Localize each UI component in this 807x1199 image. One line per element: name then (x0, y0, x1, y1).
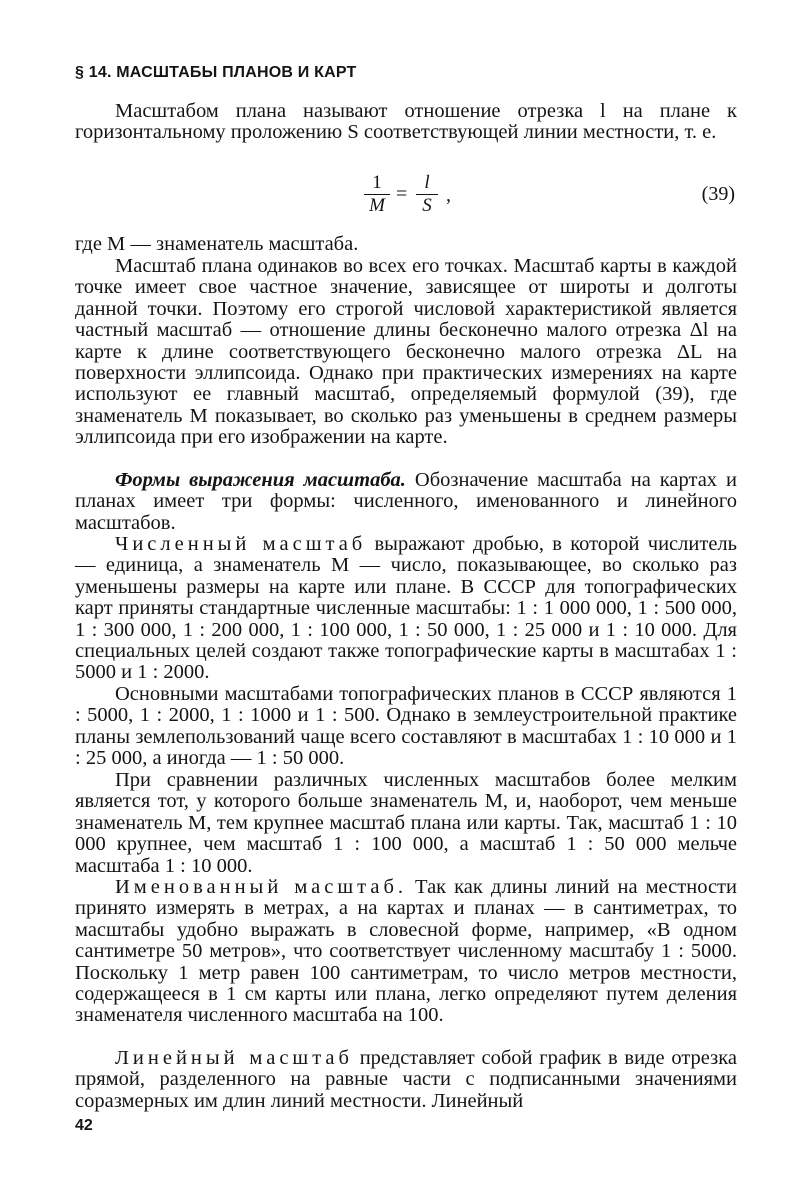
linear-title: Линейный масштаб (115, 1047, 353, 1069)
equals-sign: = (396, 183, 408, 205)
intro-paragraph: Масштабом плана называют отношение отрезка l на плане к горизонтальному проложению S соответствующей линии местности, т. е. (75, 100, 737, 144)
fraction-right (416, 172, 438, 217)
where-line: где M — знаменатель масштаба. (75, 233, 359, 255)
fraction-left-denominator: M (369, 195, 385, 216)
paragraph-named-scale (75, 877, 737, 1027)
paragraph-compare: При сравнении различных численных масштабов более мелким является тот, у которого больше знаменатель M, и, наоборот, чем меньше знаменатель M, тем крупнее масштаб плана или карты. Так, масштаб 1 : 10 000 крупнее, чем масштаб 1 : 100 000, а масштаб 1 : 50 000 мельче масштаба 1 : 10 000. (75, 769, 737, 877)
paragraph-forms (75, 470, 737, 534)
paragraph-linear-scale (75, 1048, 737, 1112)
fraction-left (364, 172, 390, 217)
forms-body: Обозначение масштаба на картах и планах имеет три формы: численного, именованного и линейного масштабов. (75, 469, 737, 534)
fraction-right-numerator: l (424, 172, 430, 193)
numeric-title: Численный масштаб (115, 533, 367, 555)
linear-body: представляет собой график в виде отрезка прямой, разделенного на равные части с подписанными значениями соразмерных им длин линий местности. Линейный (75, 1047, 737, 1112)
fraction-left-numerator: 1 (372, 172, 382, 193)
formula-39 (0, 172, 807, 220)
fraction-right-denominator: S (422, 195, 432, 216)
named-body: Так как длины линий на местности принято измерять в метрах, а на картах и планах — в сантиметрах, то масштабы удобно выражать в словесной форме, например, «В одном сантиметре 50 метров», что соответствует численному масштабу 1 : 5000. Поскольку 1 метр равен 100 сантиметрам, то число метров местности, содержащееся в 1 см карты или плана, легко определяют путем деления знаменателя численного масштаба на 100. (75, 876, 737, 1027)
equation-number: (39) (701, 183, 735, 205)
paragraph-main-scales: Основными масштабами топографических планов в СССР являются 1 : 5000, 1 : 2000, 1 : 1000 и 1 : 500. Однако в землеустроительной практике планы землепользований чаще всего составляют в масштабах 1 : 10 000 и 1 : 25 000, а иногда — 1 : 50 000. (75, 683, 737, 770)
forms-title: Формы выражения масштаба. (115, 469, 406, 491)
named-title: Именованный масштаб. (115, 876, 408, 898)
numeric-body: выражают дробью, в которой числитель — единица, а знаменатель M — число, показывающее, во сколько раз уменьшены размеры на карте или плане. В СССР для топографических карт приняты стандартные численные масштабы: 1 : 1 000 000, 1 : 500 000, 1 : 300 000, 1 : 200 000, 1 : 100 000, 1 : 50 000, 1 : 25 000 и 1 : 10 000. Для специальных целей создают также топографические карты в масштабах 1 : 5000 и 1 : 2000. (75, 533, 737, 684)
section-heading: § 14. МАСШТАБЫ ПЛАНОВ И КАРТ (75, 64, 357, 81)
page-number: 42 (75, 1117, 93, 1134)
paragraph-numeric-scale (75, 534, 737, 684)
paragraph-scale-plan: Масштаб плана одинаков во всех его точках. Масштаб карты в каждой точке имеет свое частное значение, зависящее от широты и долготы данной точки. Поэтому его строгой числовой характеристикой является частный масштаб — отношение длины бесконечно малого отрезка Δl на карте к длине соответствующего бесконечно малого отрезка ΔL на поверхности эллипсоида. Однако при практических измерениях на карте используют ее главный масштаб, определяемый формулой (39), где знаменатель M показывает, во сколько раз уменьшены в среднем размеры эллипсоида при его изображении на карте. (75, 255, 737, 449)
formula-comma: , (446, 184, 451, 206)
